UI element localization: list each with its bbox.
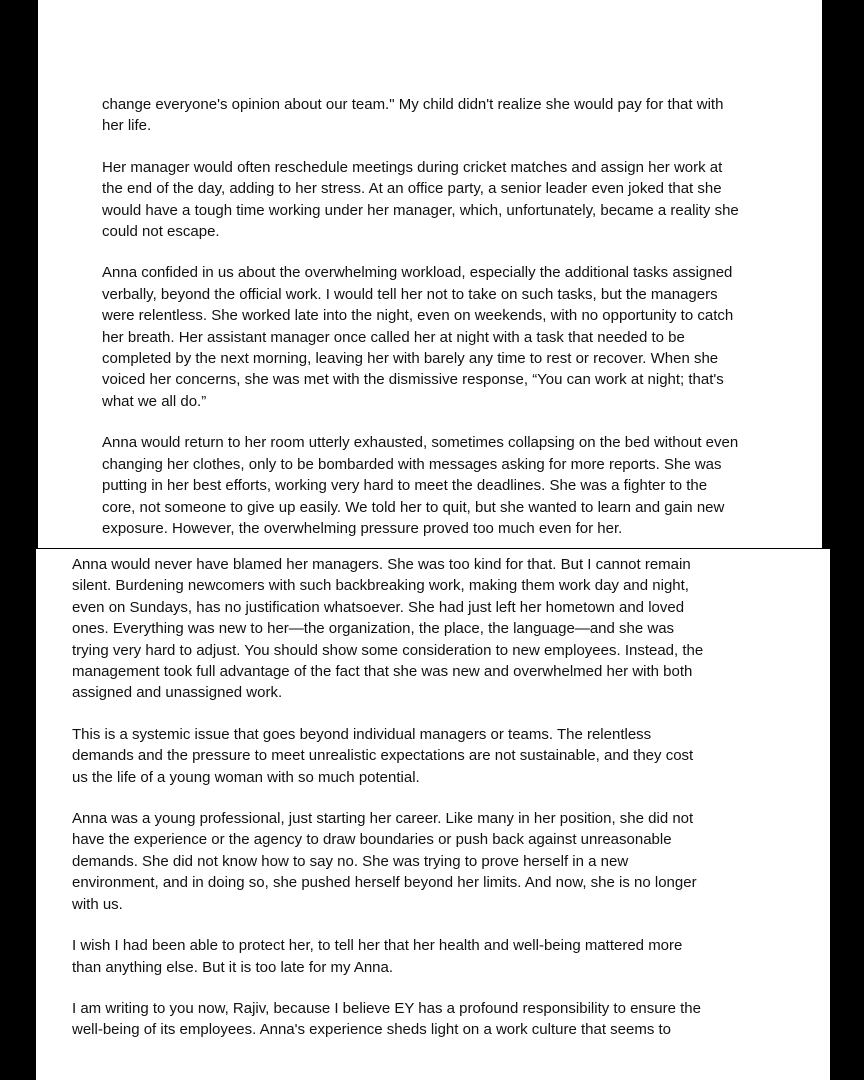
paragraph-wish-protect: I wish I had been able to protect her, to tell her that her health and well-being mattered more than anything else. But it is too late for my Anna.: [72, 937, 683, 976]
paragraph-exhausted: Anna would return to her room utterly exhausted, sometimes collapsing on the bed without even changing her clothes, only to be bombarded with messages asking for more reports. She was putting in her best efforts, working very hard to meet the deadlines. She was a fighter to the core, not someone to give up easily. We told her to quit, but she wanted to learn and gain new exposure. However, the overwhelming pressure proved too much even for her.: [102, 434, 739, 537]
paragraph-team-opinion: change everyone's opinion about our team." My child didn't realize she would pay for that with her life.: [102, 96, 724, 135]
page-seam: [822, 0, 864, 549]
paragraph-young-professional: Anna was a young professional, just starting her career. Like many in her position, she did not have the experience or the agency to draw boundaries or push back against unreasonable demands. She did not know how to say no. She was trying to prove herself in a new environment, and in doing so, she pushed herself beyond her limits. And now, she is no longer with us.: [72, 810, 697, 913]
paragraph-workload: Anna confided in us about the overwhelming workload, especially the additional tasks assigned verbally, beyond the official work. I would tell her not to take on such tasks, but the managers were relentless. She worked late into the night, even on weekends, with no opportunity to catch her breath. Her assistant manager once called her at night with a task that needed to be completed by the next morning, leaving her with barely any time to rest or recover. When she voiced her concerns, she was met with the dismissive response, “You can work at night; that's what we all do.”: [102, 264, 734, 410]
paragraph-writing-rajiv: I am writing to you now, Rajiv, because I believe EY has a profound responsibility to ensure the well-being of its employees. Anna's experience sheds light on a work culture that seems to: [72, 999, 701, 1039]
letter-page-bottom: [36, 549, 830, 1080]
paragraph-never-blamed: Anna would never have blamed her managers. She was too kind for that. But I cannot remain silent. Burdening newcomers with such backbreaking work, making them work day and night, even on Sundays, has no justification whatsoever. She had just left her hometown and loved ones. Everything was new to her—the organization, the place, the language—and she was trying very hard to adjust. You should show some consideration to new employees. Instead, the management took full advantage of the fact that she was new and overwhelmed her with both assigned and unassigned work.: [72, 556, 704, 702]
paragraph-systemic-issue: This is a systemic issue that goes beyond individual managers or teams. The relentless demands and the pressure to meet unrealistic expectations are not sustainable, and they cost us the life of a young woman with so much potential.: [72, 725, 694, 786]
paragraph-manager-reschedule: Her manager would often reschedule meetings during cricket matches and assign her work at the end of the day, adding to her stress. At an office party, a senior leader even joked that she would have a tough time working under her manager, which, unfortunately, became a reality she could not escape.: [102, 158, 739, 241]
letter-page-top: [38, 0, 822, 548]
